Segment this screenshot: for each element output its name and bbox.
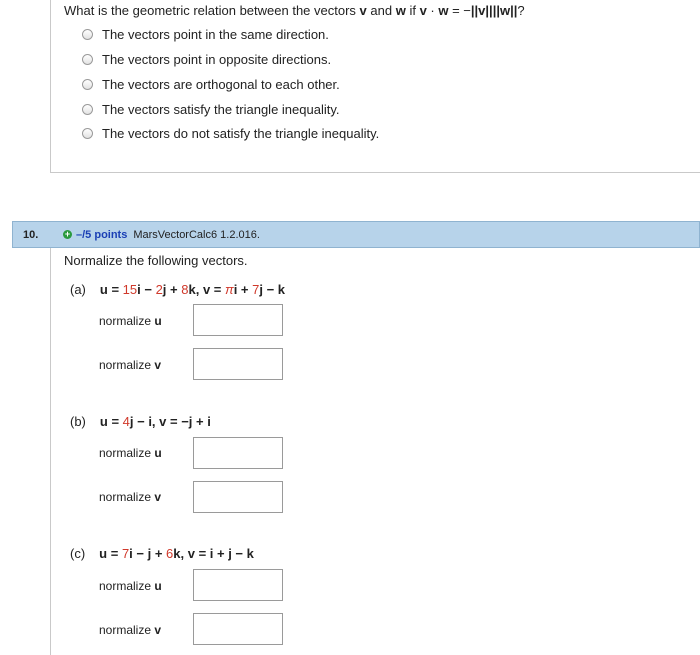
- question-instruction: Normalize the following vectors.: [64, 253, 248, 268]
- part-a-normalize-u-label: normalize u: [99, 314, 162, 328]
- previous-question-stem: What is the geometric relation between the vectors v and w if v · w = −||v||||w||?: [64, 3, 525, 18]
- question-source: MarsVectorCalc6 1.2.016.: [133, 228, 260, 241]
- choice-triangle-inequality[interactable]: The vectors satisfy the triangle inequality.: [82, 102, 340, 117]
- part-b-normalize-v-label: normalize v: [99, 490, 162, 504]
- radio-button[interactable]: [82, 79, 93, 90]
- choice-orthogonal[interactable]: The vectors are orthogonal to each other.: [82, 77, 340, 92]
- part-b-statement: (b) u = 4j − i, v = −j + i: [70, 414, 211, 429]
- part-b-normalize-v-input[interactable]: [193, 481, 283, 513]
- points-value: –/5 points: [76, 228, 128, 241]
- radio-button[interactable]: [82, 128, 93, 139]
- question-header: [12, 221, 700, 248]
- choice-same-direction[interactable]: The vectors point in the same direction.: [82, 27, 329, 42]
- radio-button[interactable]: [82, 29, 93, 40]
- part-a-normalize-u-input[interactable]: [193, 304, 283, 336]
- choice-opposite-directions[interactable]: The vectors point in opposite directions.: [82, 52, 331, 67]
- radio-button[interactable]: [82, 104, 93, 115]
- part-a-normalize-v-label: normalize v: [99, 358, 162, 372]
- part-c-normalize-u-input[interactable]: [193, 569, 283, 601]
- question-number: 10.: [23, 228, 39, 241]
- part-a-normalize-v-input[interactable]: [193, 348, 283, 380]
- choice-not-triangle-inequality[interactable]: The vectors do not satisfy the triangle inequality.: [82, 126, 379, 141]
- part-b-normalize-u-input[interactable]: [193, 437, 283, 469]
- expand-plus-icon[interactable]: +: [64, 229, 71, 239]
- part-c-normalize-v-label: normalize v: [99, 623, 162, 637]
- radio-button[interactable]: [82, 54, 93, 65]
- part-c-normalize-u-label: normalize u: [99, 579, 162, 593]
- part-a-statement: (a) u = 15i − 2j + 8k, v = πi + 7j − k: [70, 282, 286, 297]
- part-c-normalize-v-input[interactable]: [193, 613, 283, 645]
- part-c-statement: (c) u = 7i − j + 6k, v = i + j − k: [70, 546, 254, 561]
- part-b-normalize-u-label: normalize u: [99, 446, 162, 460]
